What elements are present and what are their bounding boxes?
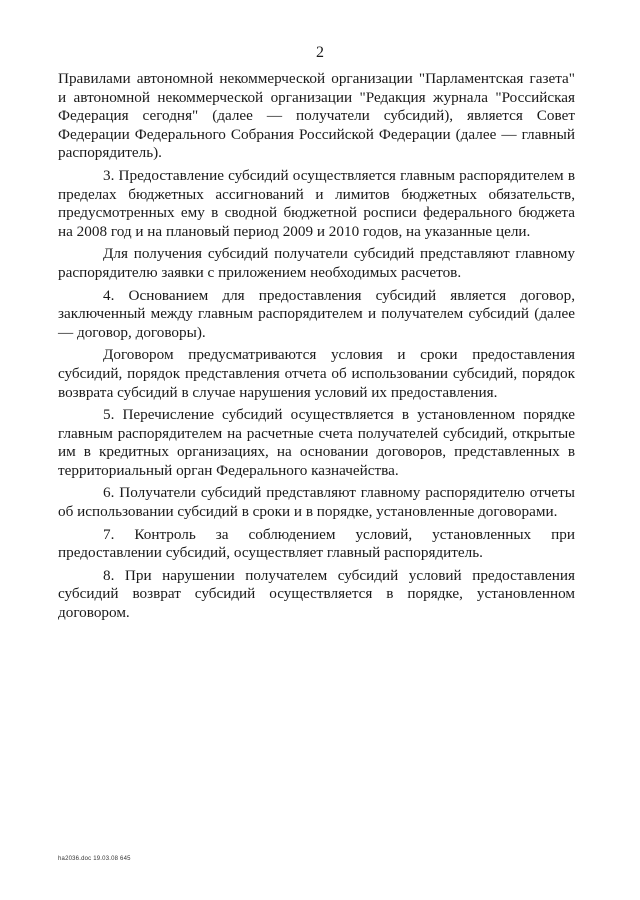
paragraph-continuation: Правилами автономной некоммерческой организации "Парламентская газета" и автономной некоммерческой организации "Редакция журнала "Российская Федерация сегодня" (далее — получатели субсидий), является Совет Федерации Федерального Собрания Российской Федерации (далее — главный распорядитель).: [58, 70, 575, 162]
page-number: 2: [316, 44, 324, 61]
paragraph-item-8: 8. При нарушении получателем субсидий условий предоставления субсидий возврат субсидий осуществляется в порядке, установленном договором.: [58, 566, 575, 622]
paragraph-contract-terms: Договором предусматриваются условия и сроки предоставления субсидий, порядок представления отчета об использовании субсидий, порядок возврата субсидий в случае нарушения условий их предоставления.: [58, 346, 575, 401]
paragraph-item-3: 3. Предоставление субсидий осуществляется главным распорядителем в пределах бюджетных ассигнований и лимитов бюджетных обязательств, предусмотренных ему в сводной бюджетной росписи федерального бюджета на 2008 год и на плановый период 2009 и 2010 годов, на указанные цели.: [58, 166, 575, 240]
paragraph-item-5: 5. Перечисление субсидий осуществляется в установленном порядке главным распорядителем на расчетные счета получателей субсидий, открытые им в кредитных организациях, на основании договоров, представленных в территориальный орган Федерального казначейства.: [58, 406, 575, 479]
document-body: [58, 70, 575, 627]
footer-file-code: ha2036.doc 19.03.08 645: [58, 856, 131, 862]
paragraph-item-4: 4. Основанием для предоставления субсидий является договор, заключенный между главным распорядителем и получателем субсидий (далее — договор, договоры).: [58, 286, 575, 341]
paragraph-item-6: 6. Получатели субсидий представляют главному распорядителю отчеты об использовании субсидий в сроки и в порядке, установленные договорами.: [58, 484, 575, 521]
paragraph-applications: Для получения субсидий получатели субсидий представляют главному распорядителю заявки с приложением необходимых расчетов.: [58, 245, 575, 281]
paragraph-item-7: 7. Контроль за соблюдением условий, установленных при предоставлении субсидий, осуществляет главный распорядитель.: [58, 525, 575, 562]
